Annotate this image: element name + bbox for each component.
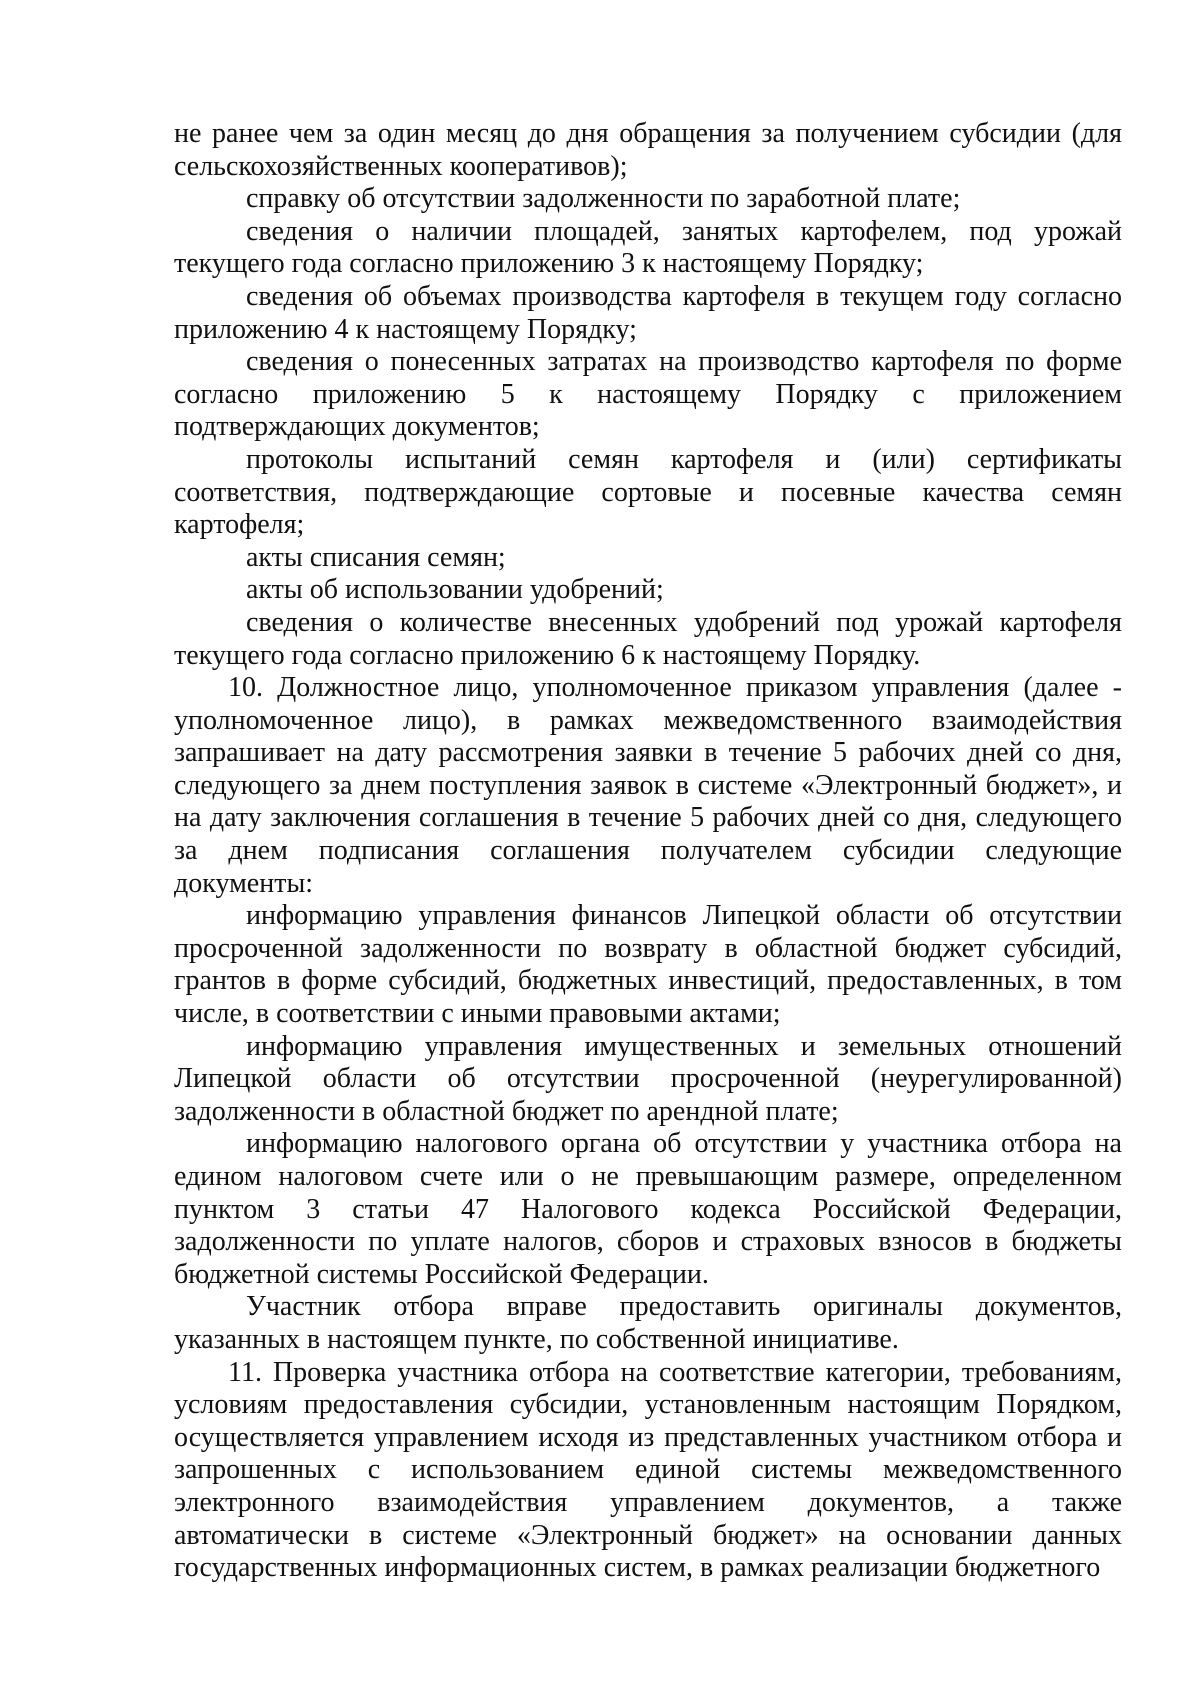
paragraph-continuation: не ранее чем за один месяц до дня обращения за получением субсидии (для сельскохозяйственных кооперативов); [174, 118, 1122, 182]
paragraph-fertilizer-quantity: сведения о количестве внесенных удобрений под урожай картофеля текущего года согласно приложению 6 к настоящему Порядку. [174, 606, 1122, 671]
paragraph-property-info: информацию управления имущественных и земельных отношений Липецкой области об отсутствии просроченной (неурегулированной) задолженности в областной бюджет по арендной плате; [174, 1030, 1122, 1127]
paragraph-tax-info: информацию налогового органа об отсутствии у участника отбора на едином налоговом счете или о не превышающим размере, определенном пунктом 3 статьи 47 Налогового кодекса Российской Федерации, задолженности по уплате налогов, сборов и страховых взносов в бюджеты бюджетной системы Российской Федерации. [174, 1128, 1122, 1290]
document-page [174, 118, 1122, 1585]
paragraph-finance-info: информацию управления финансов Липецкой области об отсутствии просроченной задолженности по возврату в областной бюджет субсидий, грантов в форме субсидий, бюджетных инвестиций, предоставленных, в том числе, в соответствии с иными правовыми актами; [174, 900, 1122, 1030]
paragraph-section-10: 10. Должностное лицо, уполномоченное приказом управления (далее - уполномоченное лицо), в рамках межведомственного взаимодействия запрашивает на дату рассмотрения заявки в течение 5 рабочих дней со дня, следующего за днем поступления заявок в системе «Электронный бюджет», и на дату заключения соглашения в течение 5 рабочих дней со дня, следующего за днем подписания соглашения получателем субсидии следующие документы: [174, 672, 1122, 899]
paragraph-potato-areas: сведения о наличии площадей, занятых картофелем, под урожай текущего года согласно приложению 3 к настоящему Порядку; [174, 215, 1122, 280]
paragraph-originals-right: Участник отбора вправе предоставить оригиналы документов, указанных в настоящем пункте, по собственной инициативе. [174, 1291, 1122, 1355]
paragraph-section-11: 11. Проверка участника отбора на соответствие категории, требованиям, условиям предоставления субсидии, установленным настоящим Порядком, осуществляется управлением исходя из представленных участником отбора и запрошенных с использованием единой системы межведомственного электронного взаимодействия управлением документов, а также автоматически в системе «Электронный бюджет» на основании данных государственных информационных систем, в рамках реализации бюджетного [174, 1356, 1122, 1584]
paragraph-production-volumes: сведения об объемах производства картофеля в текущем году согласно приложению 4 к настоящему Порядку; [174, 280, 1122, 345]
paragraph-fertilizer-use: акты об использовании удобрений; [246, 574, 664, 606]
paragraph-production-costs: сведения о понесенных затратах на производство картофеля по форме согласно приложению 5 к настоящему Порядку с приложением подтверждающих документов; [174, 346, 1122, 443]
paragraph-salary-debt-certificate: справку об отсутствии задолженности по заработной плате; [246, 183, 961, 215]
paragraph-seed-test-protocols: протоколы испытаний семян картофеля и (или) сертификаты соответствия, подтверждающие сортовые и посевные качества семян картофеля; [174, 443, 1122, 541]
paragraph-seed-write-off: акты списания семян; [246, 541, 506, 573]
